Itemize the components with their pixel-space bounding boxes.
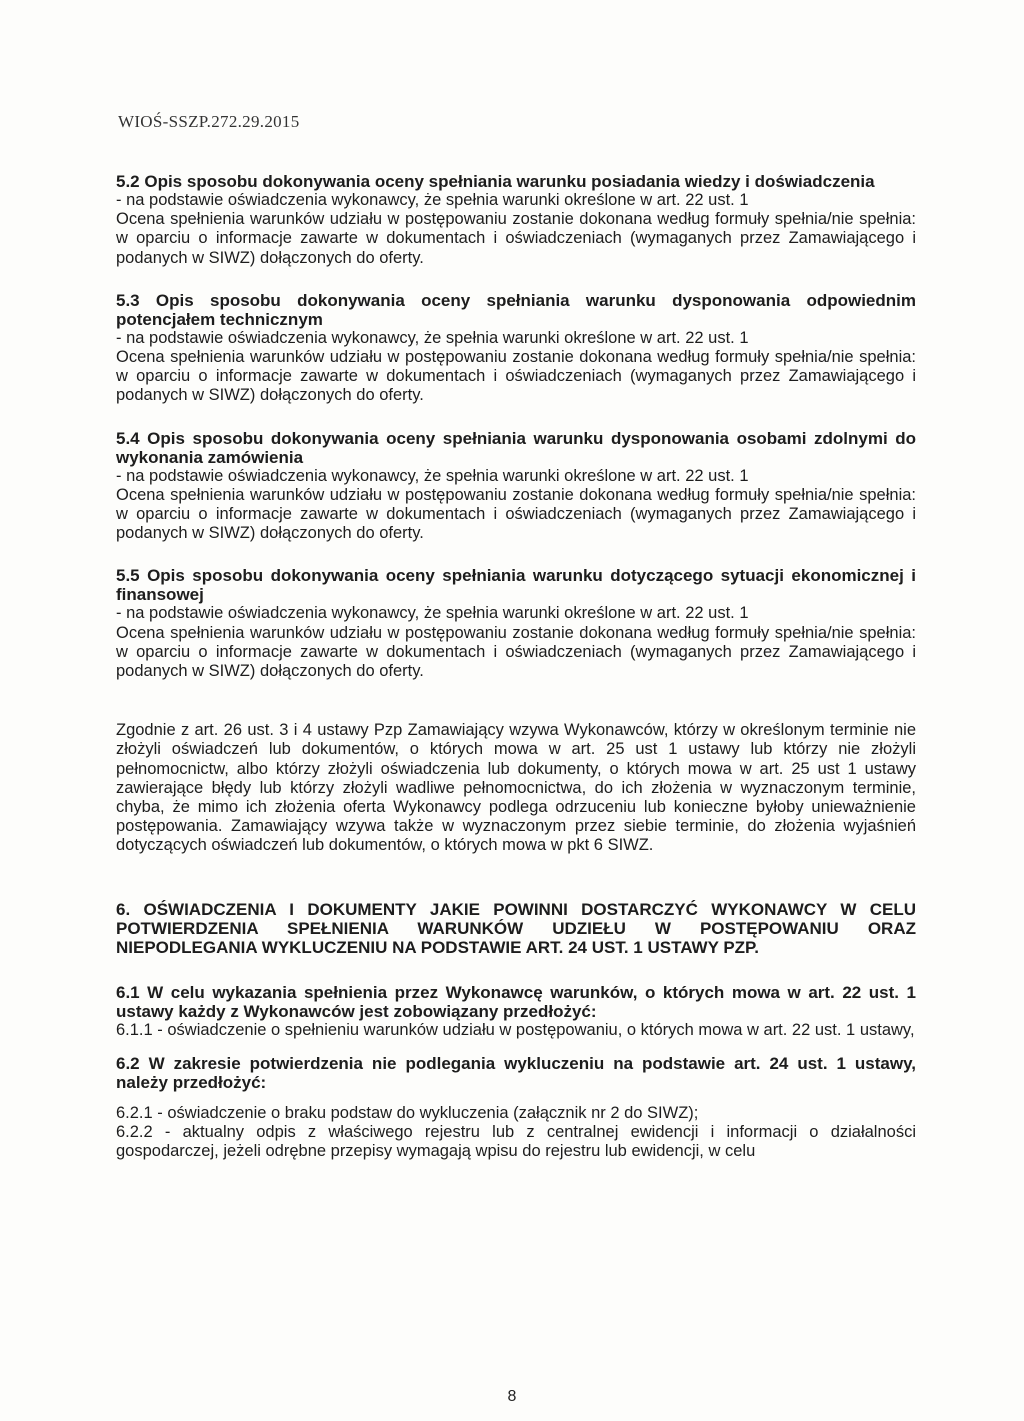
section-body: Ocena spełnienia warunków udziału w postępowaniu zostanie dokonana według formuły spełnia/nie spełnia: w oparciu o informacje zawarte w dokumentach i oświadczeniach (wymaganych przez Zamawiającego i podanych w SIWZ) dołączonych do oferty.	[116, 348, 916, 405]
section-body: Ocena spełnienia warunków udziału w postępowaniu zostanie dokonana według formuły spełnia/nie spełnia: w oparciu o informacje zawarte w dokumentach i oświadczeniach (wymaganych przez Zamawiającego i podanych w SIWZ) dołączonych do oferty.	[116, 485, 916, 543]
section-6-2-heading: 6.2 W zakresie potwierdzenia nie podlegania wykluczeniu na podstawie art. 24 ust. 1 ustawy, należy przedłożyć:	[116, 1053, 916, 1092]
section-body: Ocena spełnienia warunków udziału w postępowaniu zostanie dokonana według formuły spełnia/nie spełnia: w oparciu o informacje zawarte w dokumentach i oświadczeniach (wymaganych przez Zamawiającego i podanych w SIWZ) dołączonych do oferty.	[116, 623, 916, 681]
section-6-1-heading: 6.1 W celu wykazania spełnienia przez Wykonawcę warunków, o których mowa w art. 22 ust. 1 ustawy każdy z Wykonawców jest zobowiązany przedłożyć:	[116, 982, 916, 1021]
section-5-3	[116, 291, 916, 406]
section-basis-line: - na podstawie oświadczenia wykonawcy, że spełnia warunki określone w art. 22 ust. 1	[116, 328, 749, 347]
section-basis-line: - na podstawie oświadczenia wykonawcy, że spełnia warunki określone w art. 22 ust. 1	[116, 191, 749, 209]
item-6-1-1: 6.1.1 - oświadczenie o spełnieniu warunków udziału w postępowaniu, o których mowa w art. 22 ust. 1 ustawy,	[116, 1020, 915, 1039]
section-heading: 5.3 Opis sposobu dokonywania oceny spełniania warunku dysponowania odpowiednim potencjałem technicznym	[116, 290, 916, 329]
section-basis-line: - na podstawie oświadczenia wykonawcy, że spełnia warunki określone w art. 22 ust. 1	[116, 604, 749, 623]
section-body: Ocena spełnienia warunków udziału w postępowaniu zostanie dokonana według formuły spełnia/nie spełnia: w oparciu o informacje zawarte w dokumentach i oświadczeniach (wymaganych przez Zamawiającego i podanych w SIWZ) dołączonych do oferty.	[116, 210, 916, 267]
section-basis-line: - na podstawie oświadczenia wykonawcy, że spełnia warunki określone w art. 22 ust. 1	[116, 466, 749, 485]
section-heading: 5.5 Opis sposobu dokonywania oceny spełniania warunku dotyczącego sytuacji ekonomicznej i finansowej	[116, 566, 916, 605]
section-5-5	[116, 566, 916, 681]
document-reference: WIOŚ-SSZP.272.29.2015	[118, 112, 300, 131]
section-heading: 5.4 Opis sposobu dokonywania oceny spełniania warunku dysponowania osobami zdolnymi do wykonania zamówienia	[116, 428, 916, 467]
art26-paragraph: Zgodnie z art. 26 ust. 3 i 4 ustawy Pzp Zamawiający wzywa Wykonawców, którzy w określonym terminie nie złożyli oświadczeń lub dokumentów, o których mowa w art. 25 ust 1 ustawy lub którzy nie złożyli pełnomocnictw, albo którzy złożyli oświadczenia lub dokumenty, o których mowa w art. 25 ust 1 ustawy zawierające błędy lub którzy złożyli wadliwe pełnomocnictwa, do ich złożenia w wyznaczonym terminie, chyba, że mimo ich złożenia oferta Wykonawcy podlega odrzuceniu lub konieczne byłoby unieważnienie postępowania. Zamawiający wzywa także w wyznaczonym przez siebie terminie, do złożenia wyjaśnień dotyczących oświadczeń lub dokumentów, o których mowa w pkt 6 SIWZ.	[116, 721, 916, 855]
item-6-2-1: 6.2.1 - oświadczenie o braku podstaw do wykluczenia (załącznik nr 2 do SIWZ);	[116, 1103, 699, 1122]
section-5-2	[116, 172, 916, 268]
section-6-heading: 6. OŚWIADCZENIA I DOKUMENTY JAKIE POWINNI DOSTARCZYĆ WYKONAWCY W CELU POTWIERDZENIA SPEŁNIENIA WARUNKÓW UDZIEŁU W POSTĘPOWANIU ORAZ NIEPODLEGANIA WYKLUCZENIU NA PODSTAWIE ART. 24 UST. 1 USTAWY PZP.	[116, 899, 916, 957]
section-heading: 5.2 Opis sposobu dokonywania oceny spełniania warunku posiadania wiedzy i doświadczenia	[116, 172, 875, 191]
item-6-2-2: 6.2.2 - aktualny odpis z właściwego rejestru lub z centralnej ewidencji i informacji o działalności gospodarczej, jeżeli odrębne przepisy wymagają wpisu do rejestru lub ewidencji, w celu	[116, 1123, 916, 1161]
section-5-4	[116, 429, 916, 544]
page-number: 8	[507, 1388, 517, 1405]
